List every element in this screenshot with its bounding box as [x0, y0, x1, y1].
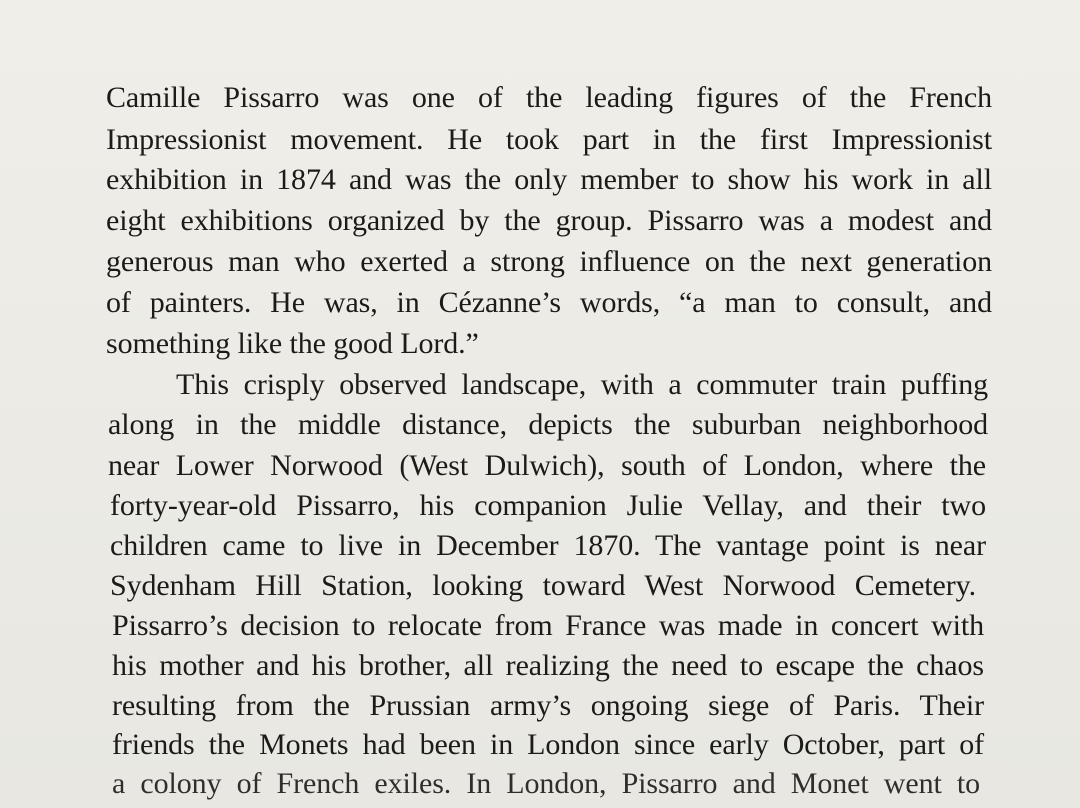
text-line: near Lower Norwood (West Dulwich), south of London, where the	[108, 449, 986, 482]
text-line: friends the Monets had been in London since early October, part of	[112, 728, 984, 761]
text-line: generous man who exerted a strong influence on the next generation	[106, 245, 992, 278]
text-line: a colony of French exiles. In London, Pissarro and Monet went to	[112, 767, 980, 800]
text-line: his mother and his brother, all realizing the need to escape the chaos	[112, 649, 984, 682]
text-line: eight exhibitions organized by the group. Pissarro was a modest and	[106, 204, 992, 237]
text-line: something like the good Lord.”	[106, 327, 479, 360]
text-line: forty-year-old Pissarro, his companion Julie Vellay, and their two	[110, 489, 986, 522]
text-line: of painters. He was, in Cézanne’s words, “a man to consult, and	[106, 286, 992, 319]
text-line: Impressionist movement. He took part in the first Impressionist	[106, 123, 992, 156]
text-line: Pissarro’s decision to relocate from France was made in concert with	[112, 609, 984, 642]
text-line: Sydenham Hill Station, looking toward West Norwood Cemetery.	[110, 569, 976, 602]
text-line: children came to live in December 1870. The vantage point is near	[110, 529, 986, 562]
text-line: along in the middle distance, depicts the suburban neighborhood	[108, 408, 988, 441]
text-line: Camille Pissarro was one of the leading figures of the French	[106, 81, 992, 114]
text-line: This crisply observed landscape, with a commuter train puffing	[176, 368, 988, 401]
text-line: exhibition in 1874 and was the only member to show his work in all	[106, 163, 992, 196]
text-line: resulting from the Prussian army’s ongoing siege of Paris. Their	[112, 689, 984, 722]
